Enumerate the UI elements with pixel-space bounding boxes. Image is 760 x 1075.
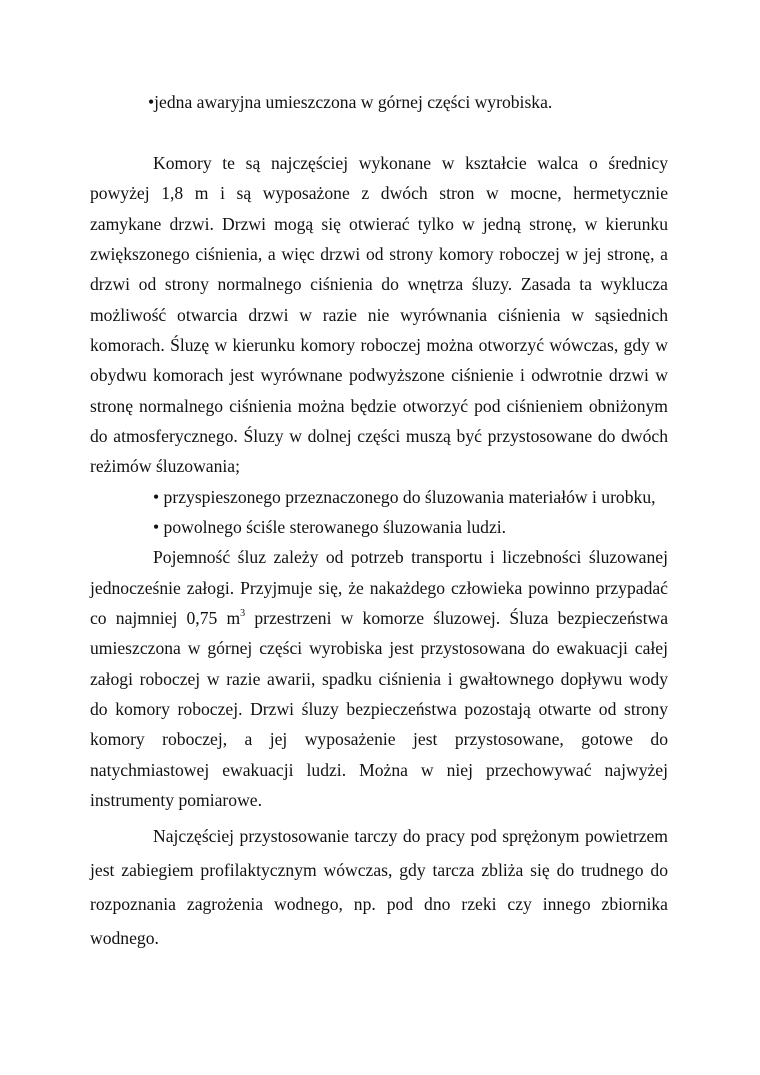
text-line: drzwi od strony normalnego ciśnienia do wnętrza śluzy. Zasada ta wyklucza bbox=[90, 274, 668, 294]
bullet-item: • powolnego ściśle sterowanego śluzowania ludzi. bbox=[153, 517, 507, 537]
text-line: możliwość otwarcia drzwi w razie nie wyrównania ciśnienia w sąsiednich bbox=[90, 305, 668, 325]
bullet-item: • przyspieszonego przeznaczonego do śluzowania materiałów i urobku, bbox=[153, 487, 656, 507]
text-line: powyżej 1,8 m i są wyposażone z dwóch stron w mocne, hermetycznie bbox=[90, 183, 668, 203]
text-line: do komory roboczej. Drzwi śluzy bezpieczeństwa pozostają otwarte od strony bbox=[90, 699, 668, 719]
text-line-with-superscript bbox=[90, 606, 668, 630]
text-line: komory roboczej, a jej wyposażenie jest przystosowane, gotowe do bbox=[90, 729, 668, 749]
text-line: jest zabiegiem profilaktycznym wówczas, gdy tarcza zbliża się do trudnego do bbox=[90, 860, 668, 880]
text-segment: przestrzeni w komorze śluzowej. Śluza bezpieczeństwa bbox=[245, 608, 668, 628]
text-line: Pojemność śluz zależy od potrzeb transportu i liczebności śluzowanej bbox=[153, 547, 668, 567]
text-line: Najczęściej przystosowanie tarczy do pracy pod sprężonym powietrzem bbox=[153, 826, 668, 846]
text-line: zwiększonego ciśnienia, a więc drzwi od strony komory roboczej w jej stronę, a bbox=[90, 244, 668, 264]
text-line: komorach. Śluzę w kierunku komory roboczej można otworzyć wówczas, gdy w bbox=[90, 335, 668, 355]
text-line: umieszczona w górnej części wyrobiska jest przystosowana do ewakuacji całej bbox=[90, 638, 668, 658]
text-line: zamykane drzwi. Drzwi mogą się otwierać tylko w jedną stronę, w kierunku bbox=[90, 214, 668, 234]
text-line: do atmosferycznego. Śluzy w dolnej części muszą być przystosowane do dwóch bbox=[90, 426, 668, 446]
text-line: Komory te są najczęściej wykonane w kształcie walca o średnicy bbox=[153, 153, 668, 173]
text-line: wodnego. bbox=[90, 928, 159, 948]
superscript: 3 bbox=[240, 608, 246, 619]
text-line: załogi roboczej w razie awarii, spadku ciśnienia i gwałtownego dopływu wody bbox=[90, 669, 668, 689]
text-line: reżimów śluzowania; bbox=[90, 456, 240, 476]
text-line: instrumenty pomiarowe. bbox=[90, 790, 262, 810]
text-line: stronę normalnego ciśnienia można będzie otworzyć pod ciśnieniem obniżonym bbox=[90, 396, 668, 416]
text-segment: co najmniej 0,75 m bbox=[90, 608, 241, 628]
text-line: obydwu komorach jest wyrównane podwyższone ciśnienie i odwrotnie drzwi w bbox=[90, 365, 668, 385]
text-line: natychmiastowej ewakuacji ludzi. Można w niej przechowywać najwyżej bbox=[90, 760, 668, 780]
text-line: rozpoznania zagrożenia wodnego, np. pod dno rzeki czy innego zbiornika bbox=[90, 894, 668, 914]
intro-bullet-item: •jedna awaryjna umieszczona w górnej części wyrobiska. bbox=[148, 92, 553, 112]
text-line: jednocześnie załogi. Przyjmuje się, że nakażdego człowieka powinno przypadać bbox=[90, 578, 668, 598]
